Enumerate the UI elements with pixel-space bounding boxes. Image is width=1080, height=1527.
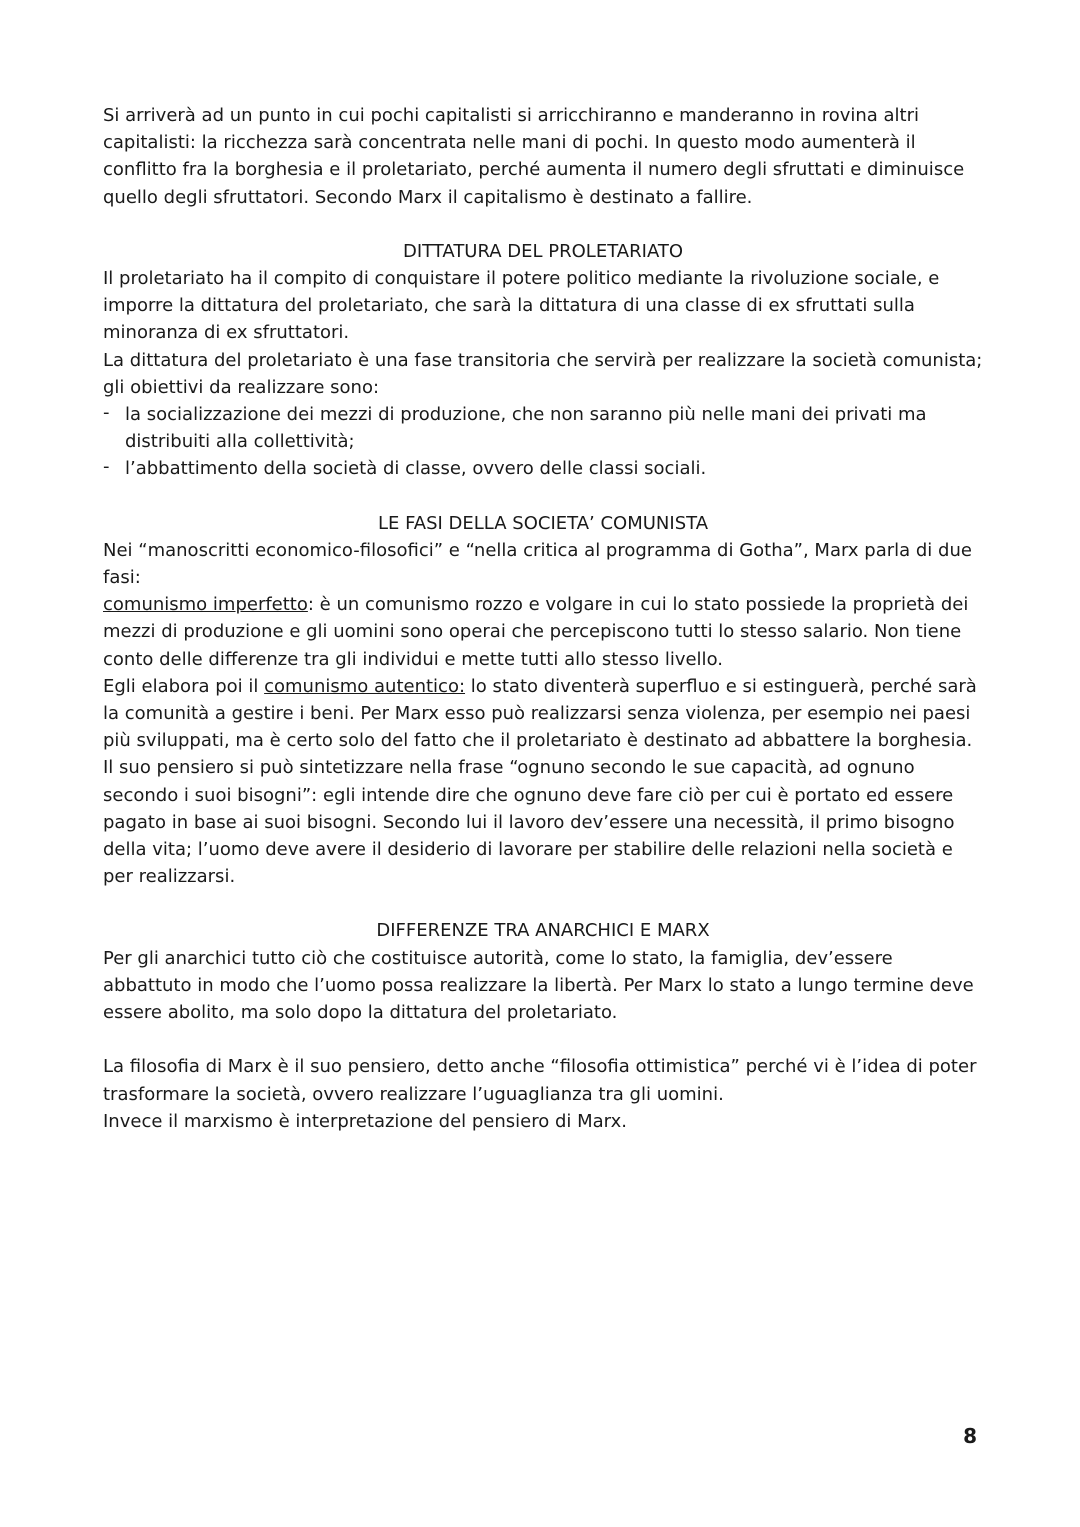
document-page [103,102,983,1135]
heading-differenze: DIFFERENZE TRA ANARCHICI E MARX [376,920,710,942]
imperfetto-paragraph [103,591,983,673]
conclusione-paragraph-1: La filosofia di Marx è il suo pensiero, detto anche “filosofia ottimistica” perché vi è l’idea di poter trasformare la società, ovvero realizzare l’uguaglianza tra gli uomini. [103,1056,977,1105]
objectives-list [103,401,983,483]
spacer [103,890,983,917]
fasi-paragraph-1: Nei “manoscritti economico-filosofici” e “nella critica al programma di Gotha”, Marx parla di due fasi: [103,539,972,589]
autentico-prefix: Egli elabora poi il [103,675,265,697]
list-item: - l’abbattimento della società di classe, ovvero delle classi sociali. [103,455,983,482]
intro-paragraph: Si arriverà ad un punto in cui pochi capitalisti si arricchiranno e manderanno in rovina altri capitalisti: la ricchezza sarà concentrata nelle mani di pochi. In questo modo aumenterà il conflitto fra la borghesia e il proletariato, perché aumenta il numero degli sfruttati e diminuisce quello degli sfruttatori. Secondo Marx il capitalismo è destinato a fallire. [103,105,965,208]
heading-dittatura: DITTATURA DEL PROLETARIATO [402,240,684,262]
autentico-text: lo stato diventerà superfluo e si estinguerà, perché sarà la comunità a gestire i beni. Per Marx esso può realizzarsi senza violenza, per esempio nei paesi più sviluppati, ma è certo solo del fatto che il proletariato è destinato ad abbattere la borghesia. Il suo pensiero si può sintetizzare nella frase “ognuno secondo le sue capacità, ad ognuno secondo i suoi bisogni”: egli intende dire che ognuno deve fare ciò per cui è portato ed essere pagato in base ai suoi bisogni. Secondo lui il lavoro dev’essere una necessità, il primo bisogno della vita; l’uomo deve avere il desiderio di lavorare per stabilire delle relazioni nella società e per realizzarsi. [103,675,977,888]
spacer [103,1026,983,1053]
page-number: 8 [963,1424,977,1448]
dittatura-paragraph-2: La dittatura del proletariato è una fase transitoria che servirà per realizzare la società comunista; gli obiettivi da realizzare sono: [103,349,983,398]
conclusione-paragraph-2: Invece il marxismo è interpretazione del pensiero di Marx. [103,1110,627,1132]
imperfetto-text: : è un comunismo rozzo e volgare in cui lo stato possiede la proprietà dei mezzi di produzione e gli uomini sono operai che percepiscono tutti lo stesso salario. Non tiene conto delle differenze tra gli individui e mette tutti allo stesso livello. [103,594,969,670]
heading-fasi: LE FASI DELLA SOCIETA’ COMUNISTA [377,512,709,534]
spacer [103,483,983,510]
dittatura-paragraph-1: Il proletariato ha il compito di conquistare il potere politico mediante la rivoluzione sociale, e imporre la dittatura del proletariato, che sarà la dittatura di una classe di ex sfruttati sulla minoranza di ex sfruttatori. [103,268,940,344]
differenze-paragraph: Per gli anarchici tutto ciò che costituisce autorità, come lo stato, la famiglia, dev’essere abbattuto in modo che l’uomo possa realizzare la libertà. Per Marx lo stato a lungo termine deve essere abolito, ma solo dopo la dittatura del proletariato. [103,947,974,1024]
spacer [103,211,983,238]
autentico-term: comunismo autentico: [264,675,466,697]
imperfetto-term: comunismo imperfetto [103,594,308,616]
autentico-paragraph [103,673,983,891]
list-item: - la socializzazione dei mezzi di produzione, che non saranno più nelle mani dei privati ma distribuiti alla collettività; [103,401,983,455]
